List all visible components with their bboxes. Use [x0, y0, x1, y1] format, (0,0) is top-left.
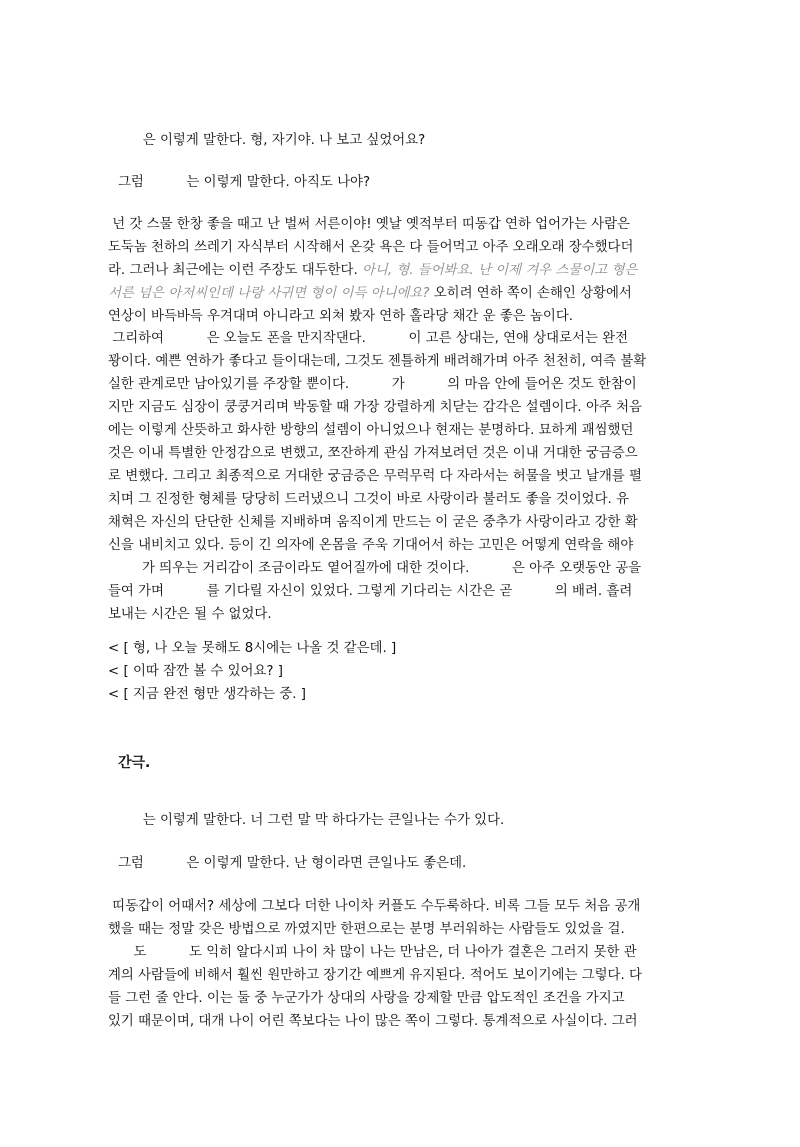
paragraph-2-line: 신을 내비치고 있다. 등이 긴 의자에 온몸을 주욱 기대어서 하는 고민은 어떻게 연락을 해야	[108, 538, 634, 553]
dialogue-line-4: 그럼 은 이렇게 말한다. 난 형이라면 큰일나도 좋은데.	[118, 856, 467, 871]
paragraph-3-line: 도 도 익히 알다시피 나이 차 많이 나는 만남은, 더 나아가 결혼은 그러지 못한 관	[108, 945, 637, 960]
paragraph-1-text: 라. 그러나 최근에는 이런 주장도 대두한다.	[108, 263, 362, 278]
paragraph-1-text: 오히려 연하 쪽이 손해인 상황에서	[429, 286, 632, 301]
paragraph-3-line: 있기 때문이며, 대개 나이 어린 쪽보다는 나이 많은 쪽이 그렇다. 통계적으로 사실이다. 그러	[108, 1014, 638, 1029]
paragraph-2-line: 지만 지금도 심장이 쿵쿵거리며 박동할 때 가장 강렬하게 치닫는 감각은 설렘이다. 아주 처음	[108, 400, 642, 415]
paragraph-2-line: 채혁은 자신의 단단한 신체를 지배하며 움직이게 만드는 이 굳은 중추가 사랑이라고 강한 확	[108, 515, 638, 530]
paragraph-3-line: 했을 때는 정말 갖은 방법으로 까였지만 한편으로는 분명 부러워하는 사람들도 있었을 걸.	[108, 922, 625, 937]
paragraph-1-line: 도둑놈 천하의 쓰레기 자식부터 시작해서 온갖 욕은 다 들어먹고 아주 오래오래 장수했다더	[108, 240, 634, 255]
paragraph-2-line: 것은 이내 특별한 안정감으로 변했고, 쪼잔하게 관심 가져보려던 것은 이내 거대한 궁금증으	[108, 446, 638, 461]
message-line: < [ 지금 완전 형만 생각하는 중. ]	[108, 687, 307, 702]
paragraph-2-line: 그리하여 은 오늘도 폰을 만지작댄다. 이 고른 상대는, 연애 상대로서는 완전	[108, 331, 629, 346]
paragraph-1-line: 연상이 바득바득 우겨대며 아니라고 외쳐 봤자 연하 홀라당 채간 운 좋은 놈이다.	[108, 309, 574, 324]
paragraph-1-line	[108, 286, 632, 302]
message-line: < [ 이따 잠깐 볼 수 있어요? ]	[108, 664, 283, 679]
paragraph-1-line	[108, 263, 637, 279]
dialogue-line-3: 는 이렇게 말한다. 너 그런 말 막 하다가는 큰일나는 수가 있다.	[130, 813, 505, 828]
paragraph-1-line: 넌 갓 스물 한창 좋을 때고 난 벌써 서른이야! 옛날 옛적부터 띠동갑 연하 업어가는 사람은	[108, 217, 630, 232]
quoted-italic-text: 아니, 형. 들어봐요. 난 이제 겨우 스물이고 형은	[361, 263, 638, 278]
paragraph-2-line: 실한 관계로만 남아있기를 주장할 뿐이다. 가 의 마음 안에 들어온 것도 한참이	[108, 377, 637, 392]
paragraph-2-line: 꽝이다. 예쁜 연하가 좋다고 들이대는데, 그것도 젠틀하게 배려해가며 아주 천천히, 여즉 불확	[108, 354, 647, 369]
quoted-italic-text: 서른 넘은 아저씨인데 나랑 사귀면 형이 이득 아니에요?	[108, 286, 430, 301]
message-line: < [ 형, 나 오늘 못해도 8시에는 나올 것 같은데. ]	[108, 641, 397, 656]
paragraph-2-line: 들여 가며 를 기다릴 자신이 있었다. 그렇게 기다리는 시간은 곧 의 배려. 흘려	[108, 584, 633, 599]
section-heading: 간극.	[118, 755, 151, 771]
dialogue-line-1: 은 이렇게 말한다. 형, 자기야. 나 보고 싶었어요?	[130, 133, 426, 148]
paragraph-2-line: 보내는 시간은 될 수 없었다.	[108, 607, 272, 622]
paragraph-2-line: 치며 그 진정한 형체를 당당히 드러냈으니 그것이 바로 사랑이라 불러도 좋을 것이었다. 유	[108, 492, 630, 507]
paragraph-2-line: 에는 이렇게 산뜻하고 화사한 방향의 설렘이 아니었으나 현재는 분명하다. 묘하게 괘씸했던	[108, 423, 634, 438]
paragraph-3-line: 들 그런 줄 안다. 이는 둘 중 누군가가 상대의 사랑을 강제할 만큼 압도적인 조건을 가지고	[108, 991, 625, 1006]
paragraph-2-line: 가 띄우는 거리감이 조금이라도 옅어질까에 대한 것이다. 은 아주 오랫동안 공을	[108, 561, 642, 576]
paragraph-3-line: 계의 사람들에 비해서 훨씬 원만하고 장기간 예쁘게 유지된다. 적어도 보이기에는 그렇다. 다	[108, 968, 642, 983]
dialogue-line-2: 그럼 는 이렇게 말한다. 아직도 나야?	[118, 175, 371, 190]
paragraph-2-line: 로 변했다. 그리고 최종적으로 거대한 궁금증은 무럭무럭 다 자라서는 허물을 벗고 날개를 펼	[108, 469, 642, 484]
paragraph-3-line: 띠동갑이 어때서? 세상에 그보다 더한 나이차 커플도 수두룩하다. 비록 그들 모두 처음 공개	[108, 899, 641, 914]
